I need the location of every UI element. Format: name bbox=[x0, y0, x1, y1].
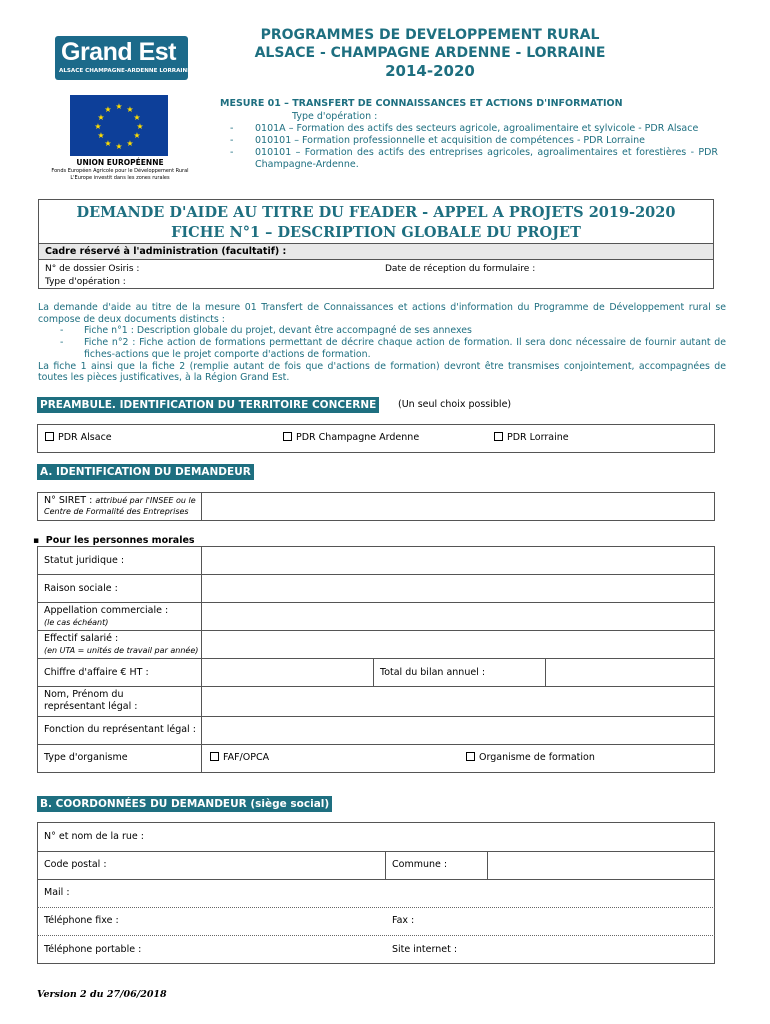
intro-bullet-1: Fiche n°1 : Description globale du projet, devant être accompagné de ses annexes bbox=[84, 325, 472, 337]
osiris-label: N° de dossier Osiris : bbox=[45, 264, 140, 274]
site-label: Site internet : bbox=[392, 944, 458, 955]
svg-text:★: ★ bbox=[126, 139, 134, 148]
fonction-label: Fonction du représentant légal : bbox=[44, 724, 196, 735]
heading-line-1: PROGRAMMES DE DEVELOPPEMENT RURAL bbox=[260, 27, 600, 43]
option-pdr-alsace[interactable]: PDR Alsace bbox=[45, 432, 112, 444]
morales-table bbox=[37, 546, 715, 773]
operation-item-2: 010101 – Formation professionnelle et acquisition de compétences - PDR Lorraine bbox=[255, 135, 645, 146]
intro-bullet-2: Fiche n°2 : Fiche action de formations permettant de décrire chaque action de formation. Il sera donc nécessaire de fournir autant de fiches-actions que le projet comporte d'actions de formation. bbox=[84, 337, 726, 360]
checkbox-lorraine[interactable] bbox=[494, 432, 503, 441]
checkbox-organisme[interactable] bbox=[466, 752, 475, 761]
svg-text:★: ★ bbox=[104, 105, 112, 114]
coordonnees-table bbox=[37, 822, 715, 964]
bilan-label: Total du bilan annuel : bbox=[380, 667, 486, 678]
svg-text:★: ★ bbox=[97, 113, 105, 122]
version-footer: Version 2 du 27/06/2018 bbox=[37, 989, 167, 1000]
nom-label-1: Nom, Prénom du bbox=[44, 689, 124, 700]
eu-label: UNION EUROPÉENNE bbox=[76, 158, 164, 167]
section-b-title: B. COORDONNÉES DU DEMANDEUR (siège social) bbox=[37, 796, 332, 812]
tel-label: Téléphone fixe : bbox=[44, 915, 119, 926]
intro-text: La demande d'aide au titre de la mesure 01 Transfert de Connaissances et actions d'information du Programme de Développement rural se compose de deux documents distincts : - Fiche n°1 : Description globale du projet, devant être accompagné de ses annexes - Fiche n°2 : Fiche action de formations permettant de décrire chaque action de formation. Il sera donc nécessaire de fournir autant de fiches-actions que le projet comporte d'actions de formation. La fiche 1 ainsi que la fiche 2 (remplie autant de fois que d'actions de formation) devront être transmises conjointement, accompagnées de toutes les pièces justificatives, à la Région Grand Est. bbox=[38, 302, 726, 384]
option-organisme-formation[interactable]: Organisme de formation bbox=[466, 752, 595, 764]
option-pdr-lorraine[interactable]: PDR Lorraine bbox=[494, 432, 569, 444]
svg-text:★: ★ bbox=[133, 131, 141, 140]
mesure-title: MESURE 01 – TRANSFERT DE CONNAISSANCES ET ACTIONS D'INFORMATION bbox=[220, 98, 623, 109]
admin-frame-header: Cadre réservé à l'administration (facultatif) : bbox=[38, 243, 714, 260]
effectif-note: (en UTA = unités de travail par année) bbox=[44, 646, 199, 655]
effectif-label: Effectif salarié : bbox=[44, 633, 119, 644]
form-title-box bbox=[38, 199, 714, 244]
siret-label: N° SIRET : attribué par l'INSEE ou le Centre de Formalité des Entreprises bbox=[44, 495, 196, 516]
portable-label: Téléphone portable : bbox=[44, 944, 142, 955]
intro-paragraph-2: La fiche 1 ainsi que la fiche 2 (remplie autant de fois que d'actions de formation) devront être transmises conjointement, accompagnées de toutes les pièces justificatives, à la Région Grand Est. bbox=[38, 360, 726, 384]
operation-type-label: Type d'opération : bbox=[292, 111, 378, 122]
eu-sub-2: L'Europe investit dans les zones rurales bbox=[70, 175, 170, 181]
svg-text:★: ★ bbox=[115, 142, 123, 151]
form-title-2: FICHE N°1 – DESCRIPTION GLOBALE DU PROJET bbox=[171, 224, 581, 241]
svg-text:★: ★ bbox=[115, 102, 123, 111]
rue-label: N° et nom de la rue : bbox=[44, 831, 144, 842]
grand-est-logo bbox=[55, 36, 192, 80]
preambule-section-title: PREAMBULE. IDENTIFICATION DU TERRITOIRE CONCERNE bbox=[37, 397, 379, 413]
heading-line-2: ALSACE - CHAMPAGNE ARDENNE - LORRAINE bbox=[254, 45, 606, 61]
raison-label: Raison sociale : bbox=[44, 583, 118, 594]
nom-label-2: représentant légal : bbox=[44, 701, 138, 712]
option-pdr-champagne[interactable]: PDR Champagne Ardenne bbox=[283, 432, 419, 444]
ca-label: Chiffre d'affaire € HT : bbox=[44, 667, 149, 678]
svg-text:★: ★ bbox=[133, 113, 141, 122]
logo-subtitle: ALSACE CHAMPAGNE-ARDENNE LORRAINE bbox=[59, 68, 192, 74]
personnes-morales-label: ▪ Pour les personnes morales bbox=[33, 535, 195, 546]
appellation-note: (le cas échéant) bbox=[44, 618, 109, 627]
programme-heading bbox=[230, 26, 630, 80]
mail-label: Mail : bbox=[44, 887, 70, 898]
svg-text:★: ★ bbox=[136, 122, 144, 131]
operation-item-3: 010101 – Formation des actifs des entreprises agricoles, agroalimentaires et forestières - PDR Champagne-Ardenne. bbox=[255, 147, 718, 170]
siret-input[interactable] bbox=[202, 493, 714, 520]
checkbox-champagne[interactable] bbox=[283, 432, 292, 441]
option-faf-opca[interactable]: FAF/OPCA bbox=[210, 752, 269, 764]
svg-text:★: ★ bbox=[94, 122, 102, 131]
svg-text:★: ★ bbox=[104, 139, 112, 148]
eu-flag-icon bbox=[70, 95, 168, 156]
cp-label: Code postal : bbox=[44, 859, 107, 870]
eu-subtitle bbox=[40, 168, 200, 182]
preambule-note: (Un seul choix possible) bbox=[398, 399, 512, 410]
intro-paragraph-1: La demande d'aide au titre de la mesure 01 Transfert de Connaissances et actions d'information du Programme de Développement rural se compose de deux documents distincts : bbox=[38, 302, 726, 325]
statut-label: Statut juridique : bbox=[44, 555, 125, 566]
eu-sub-1: Fonds Européen Agricole pour le Développement Rural bbox=[51, 168, 189, 174]
operation-type-field-label: Type d'opération : bbox=[45, 277, 126, 287]
fax-label: Fax : bbox=[392, 915, 415, 926]
logo-name: Grand Est bbox=[61, 38, 176, 66]
form-title-1: DEMANDE D'AIDE AU TITRE DU FEADER - APPEL A PROJETS 2019-2020 bbox=[76, 204, 676, 221]
appellation-label: Appellation commerciale : bbox=[44, 605, 169, 616]
checkbox-alsace[interactable] bbox=[45, 432, 54, 441]
type-organisme-label: Type d'organisme bbox=[44, 752, 128, 763]
checkbox-faf[interactable] bbox=[210, 752, 219, 761]
operation-item-1: 0101A – Formation des actifs des secteurs agricole, agroalimentaire et sylvicole - PDR Alsace bbox=[255, 123, 699, 134]
reception-date-label: Date de réception du formulaire : bbox=[385, 264, 536, 274]
section-a-title: A. IDENTIFICATION DU DEMANDEUR bbox=[37, 464, 254, 480]
commune-label: Commune : bbox=[392, 859, 448, 870]
admin-frame bbox=[38, 259, 714, 289]
svg-text:★: ★ bbox=[126, 105, 134, 114]
svg-text:★: ★ bbox=[97, 131, 105, 140]
heading-line-3: 2014-2020 bbox=[385, 62, 475, 80]
